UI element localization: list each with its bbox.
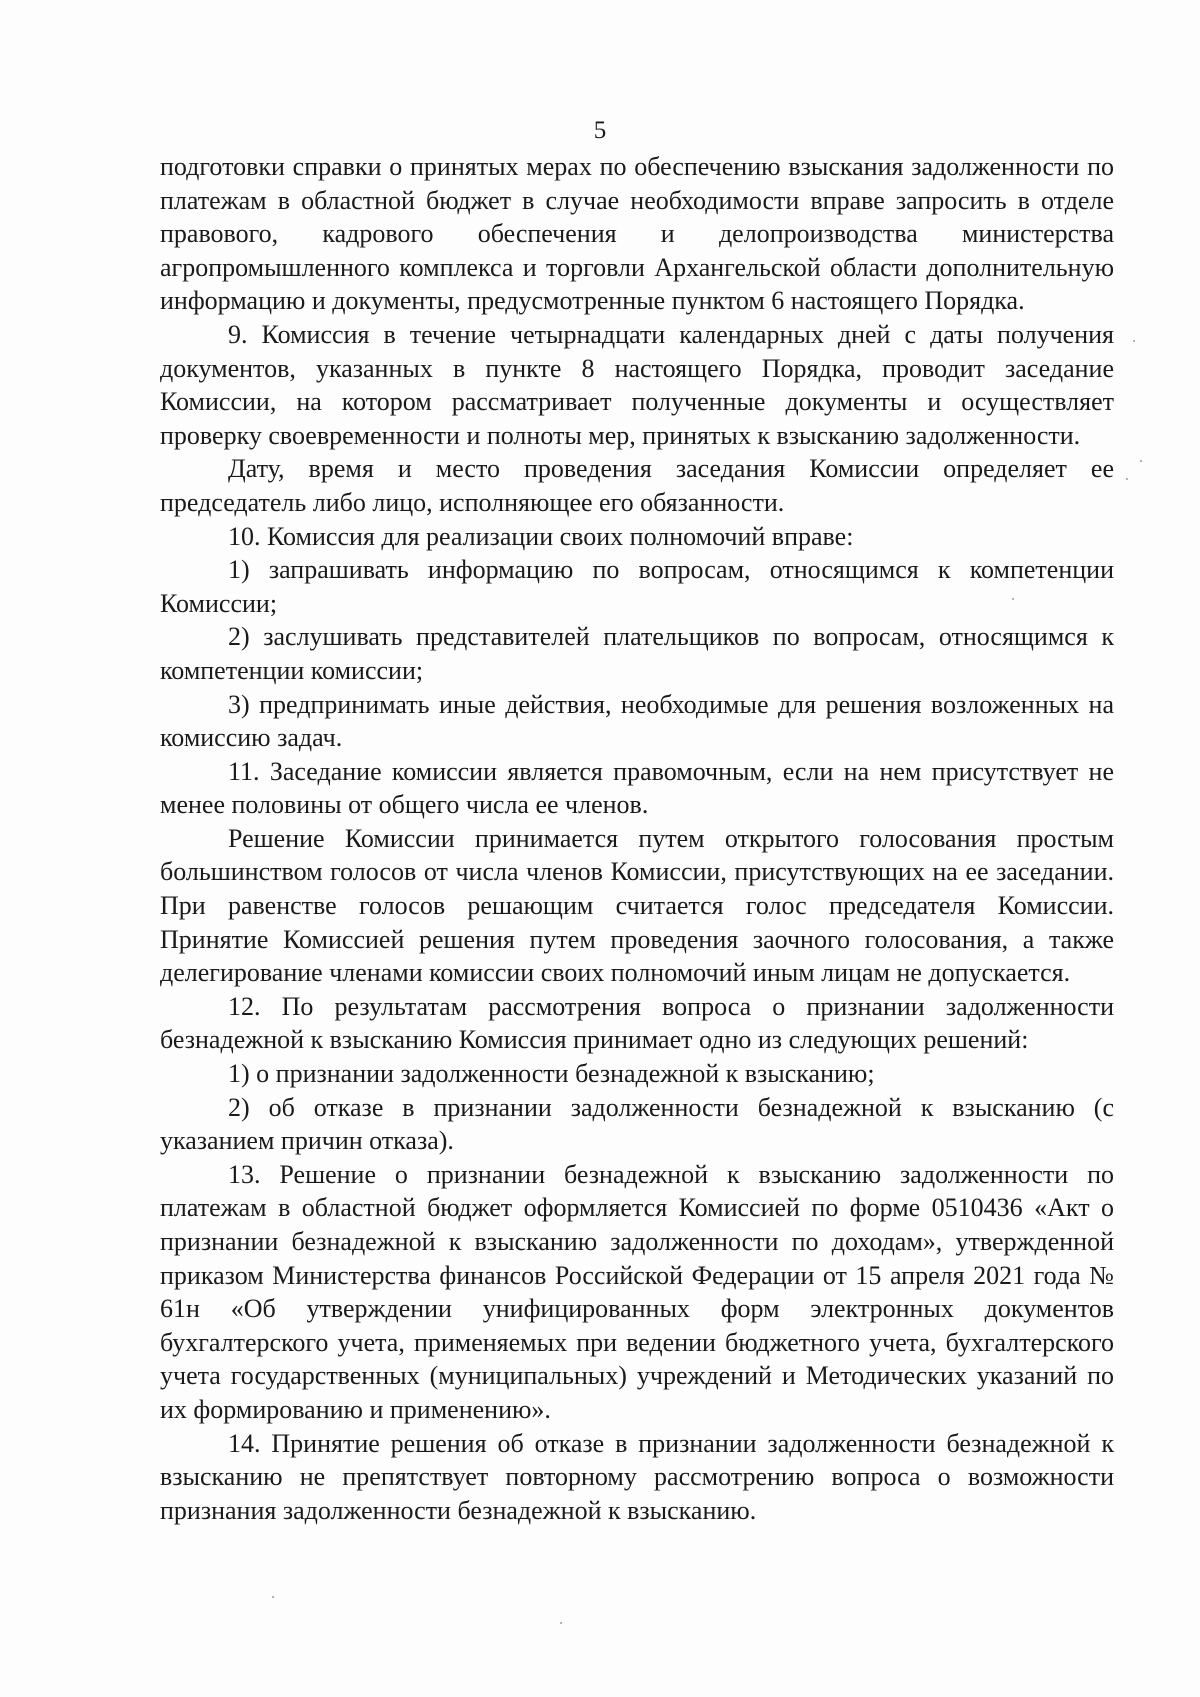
scan-speck — [272, 1596, 274, 1598]
scan-speck — [560, 1622, 562, 1624]
paragraph-item-14: 14. Принятие решения об отказе в признании задолженности безнадежной к взысканию не препятствует повторному рассмотрению вопроса о возможности признания задолженности безнадежной к взысканию. — [160, 1428, 1114, 1525]
paragraph-meeting-date: Дату, время и место проведения заседания Комиссии определяет ее председатель либо лицо, исполняющее его обязанности. — [160, 454, 1114, 517]
paragraph-subitem-10-2: 2) заслушивать представителей плательщиков по вопросам, относящимся к компетенции комиссии; — [160, 622, 1114, 685]
document-body — [160, 150, 1114, 1527]
paragraph-item-11: 11. Заседание комиссии является правомочным, если на нем присутствует не менее половины от общего числа ее членов. — [160, 756, 1114, 820]
scan-speck — [1133, 340, 1135, 342]
paragraph-decision-voting: Решение Комиссии принимается путем открытого голосования простым большинством голосов от числа членов Комиссии, присутствующих на ее заседании. При равенстве голосов решающим считается голос председателя Комиссии. Принятие Комиссией решения путем проведения заочного голосования, а также делегирование членами комиссии своих полномочий иным лицам не допускается. — [160, 823, 1114, 988]
paragraph-continuation: подготовки справки о принятых мерах по обеспечению взыскания задолженности по платежам в областной бюджет в случае необходимости вправе запросить в отделе правового, кадрового обеспечения и делопроизводства министерства агропромышленного комплекса и торговли Архангельской области дополнительную информацию и документы, предусмотренные пунктом 6 настоящего Порядка. — [160, 152, 1114, 316]
scan-speck — [1012, 598, 1014, 600]
paragraph-subitem-12-1: 1) о признании задолженности безнадежной к взысканию; — [228, 1059, 875, 1089]
page-number: 5 — [593, 117, 607, 144]
paragraph-subitem-12-2: 2) об отказе в признании задолженности безнадежной к взысканию (с указанием причин отказа). — [160, 1092, 1114, 1156]
paragraph-item-13: 13. Решение о признании безнадежной к взысканию задолженности по платежам в областной бюджет оформляется Комиссией по форме 0510436 «Акт о признании безнадежной к взысканию задолженности по доходам», утвержденной приказом Министерства финансов Российской Федерации от 15 апреля 2021 года № 61н «Об утверждении унифицированных форм электронных документов бухгалтерского учета, применяемых при ведении бюджетного учета, бухгалтерского учета государственных (муниципальных) учреждений и Методических указаний по их формированию и применению». — [160, 1159, 1114, 1424]
paragraph-item-10: 10. Комиссия для реализации своих полномочий вправе: — [228, 521, 854, 551]
paragraph-subitem-10-3: 3) предпринимать иные действия, необходимые для решения возложенных на комиссию задач. — [160, 689, 1114, 753]
scan-speck — [1140, 460, 1142, 462]
paragraph-item-9: 9. Комиссия в течение четырнадцати календарных дней с даты получения документов, указанных в пункте 8 настоящего Порядка, проводит заседание Комиссии, на котором рассматривает полученные документы и осуществляет проверку своевременности и полноты мер, принятых к взысканию задолженности. — [160, 319, 1114, 450]
scan-speck — [1126, 478, 1128, 480]
paragraph-subitem-10-1: 1) запрашивать информацию по вопросам, относящимся к компетенции Комиссии; — [160, 555, 1114, 618]
paragraph-item-12: 12. По результатам рассмотрения вопроса о признании задолженности безнадежной к взысканию Комиссия принимает одно из следующих решений: — [160, 991, 1114, 1055]
